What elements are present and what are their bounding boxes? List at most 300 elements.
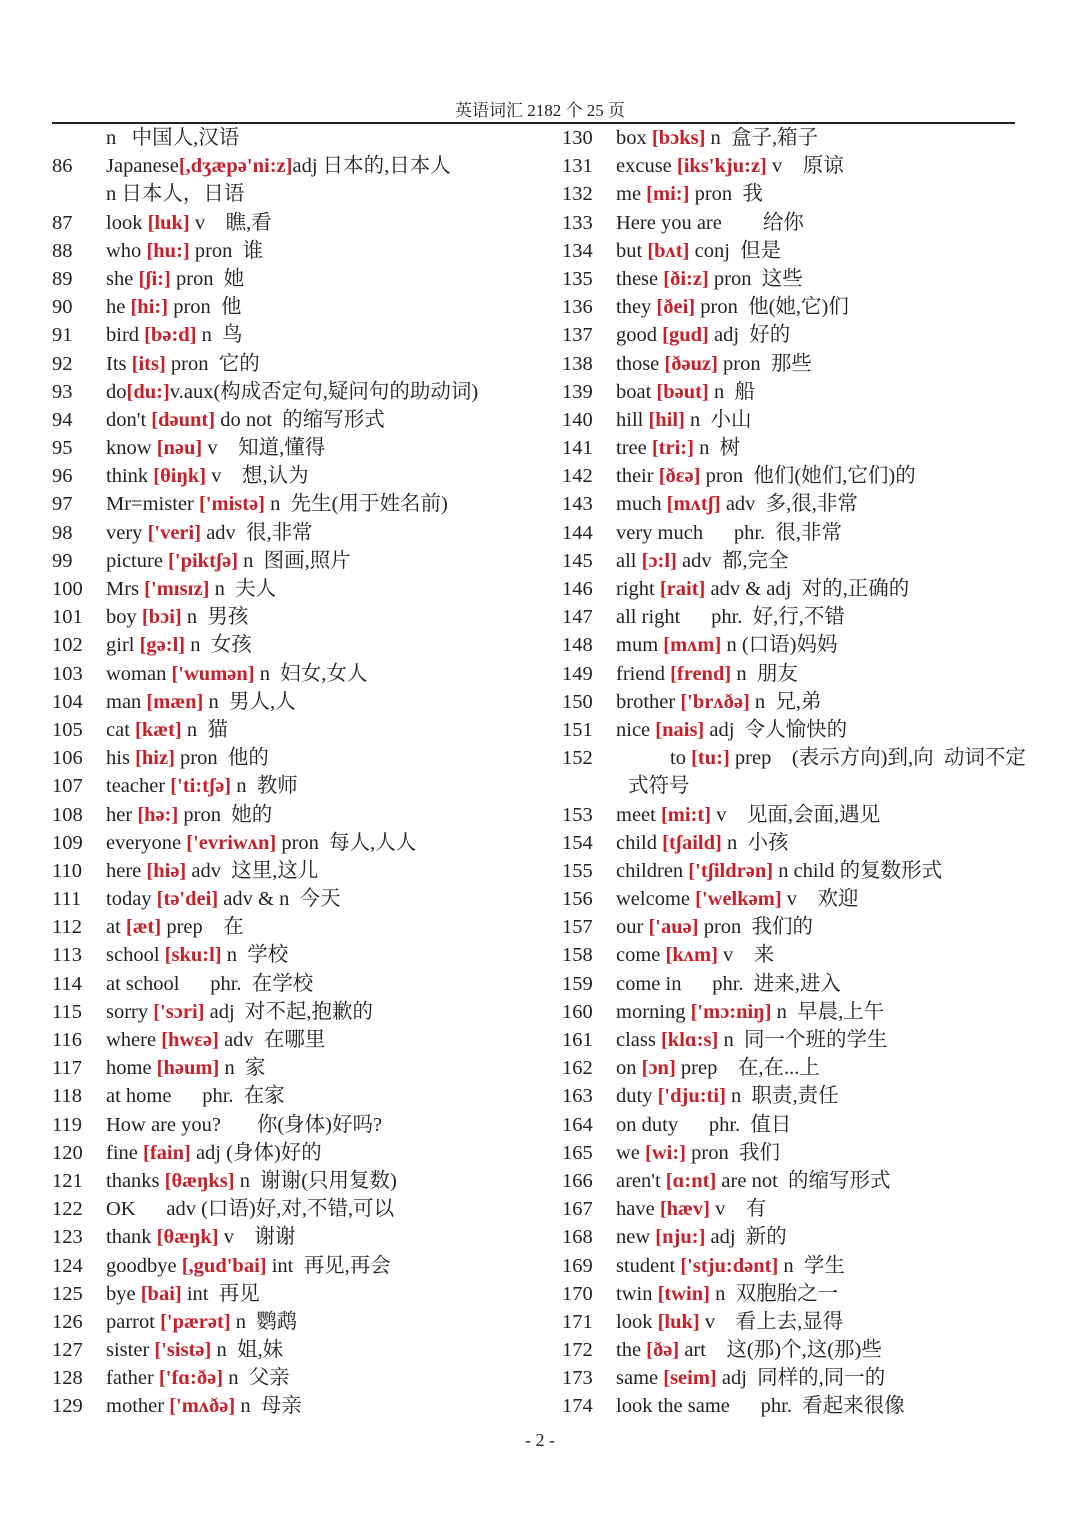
entry-definition: n 鸟 (196, 324, 243, 347)
vocab-entry (562, 180, 1022, 208)
entry-word: to (670, 747, 692, 770)
entry-number: 167 (562, 1198, 593, 1221)
entry-phonetic: [θæŋks] (164, 1169, 235, 1192)
entry-definition: pron 谁 (189, 239, 264, 262)
entry-number: 133 (562, 211, 593, 234)
vocab-entry (562, 631, 1022, 659)
entry-body (616, 857, 942, 885)
entry-definition: n 夫人 (209, 578, 277, 600)
entry-definition: n 盒子,箱子 (705, 127, 819, 149)
entry-phonetic: [ʃi:] (138, 267, 171, 290)
vocab-entry (562, 490, 1022, 518)
entry-body (106, 547, 351, 575)
entry-definition: n 鹦鹉 (230, 1310, 298, 1333)
entry-body (616, 1054, 820, 1082)
entry-body (616, 1026, 887, 1054)
vocab-entry (562, 434, 1022, 462)
entry-word: at home (106, 1085, 172, 1108)
entry-body (106, 772, 298, 800)
entry-number: 123 (52, 1226, 83, 1249)
entry-word: friend (616, 662, 671, 685)
entry-phonetic: [luk] (657, 1310, 700, 1333)
entry-number: 164 (562, 1113, 593, 1136)
entry-word: on duty (616, 1113, 679, 1136)
vocab-entry (52, 490, 542, 518)
entry-definition: art 这(那)个,这(那)些 (679, 1339, 882, 1362)
entry-number: 94 (52, 408, 73, 431)
entry-number: 98 (52, 521, 73, 544)
entry-word: all (616, 549, 642, 572)
entry-number: 86 (52, 155, 73, 178)
entry-number: 103 (52, 662, 83, 685)
entry-definition: n 同一个班的学生 (718, 1029, 888, 1052)
entry-phonetic: [hæv] (659, 1198, 710, 1221)
entry-number: 157 (562, 916, 593, 939)
vocab-entry (52, 237, 542, 265)
vocab-entry (562, 406, 1022, 434)
entry-definition: pron 她 (170, 267, 245, 290)
entry-number: 154 (562, 831, 593, 854)
vocab-entry (562, 688, 1022, 716)
entry-body (106, 1336, 283, 1364)
entry-word: look (106, 211, 148, 234)
entry-word: How are you? (106, 1113, 221, 1136)
vocab-entry (52, 1082, 542, 1110)
entry-definition: n 猫 (181, 718, 228, 741)
entry-definition: n 图画,照片 (238, 549, 351, 572)
vocab-entry (562, 829, 1022, 857)
vocab-entry (52, 406, 542, 434)
vocab-entry (562, 998, 1022, 1026)
vocab-entry (562, 209, 1022, 237)
page-number: - 2 - (525, 1430, 555, 1450)
entry-phonetic: ['mɔ:niŋ] (690, 1000, 772, 1023)
entry-word: woman (106, 662, 172, 685)
vocab-entry (52, 378, 542, 406)
entry-body (616, 998, 884, 1026)
entry-number: 163 (562, 1085, 593, 1108)
entry-phonetic: [mʌm] (663, 634, 722, 657)
entry-number: 135 (562, 267, 593, 290)
entry-number: 97 (52, 493, 73, 516)
entry-number: 106 (52, 747, 83, 770)
entry-number: 147 (562, 606, 593, 629)
entry-phonetic: [tu:] (691, 747, 730, 770)
entry-number: 108 (52, 803, 83, 826)
entry-number: 122 (52, 1198, 83, 1221)
entry-definition: n 男人,人 (203, 690, 296, 713)
vocab-entry (52, 998, 542, 1026)
vocab-entry (52, 1111, 542, 1139)
entry-number: 138 (562, 352, 593, 375)
entry-body (616, 1082, 839, 1110)
entry-number: 126 (52, 1310, 83, 1333)
entry-body (106, 1054, 265, 1082)
entry-word: her (106, 803, 138, 826)
entry-phonetic: [gud] (662, 324, 709, 347)
vocab-entry (562, 941, 1022, 969)
entry-word: boy (106, 606, 142, 629)
vocab-entry (52, 293, 542, 321)
entry-number: 132 (562, 183, 593, 206)
entry-body (106, 1195, 394, 1223)
entry-word: fine (106, 1141, 143, 1164)
vocab-entry (52, 716, 542, 744)
entry-definition: pron 我们的 (698, 916, 814, 939)
entry-body (616, 885, 859, 913)
entry-body (106, 519, 313, 547)
entry-number: 141 (562, 437, 593, 460)
vocab-entry (562, 1308, 1022, 1336)
entry-word: those (616, 352, 665, 375)
entry-word: don't (106, 408, 152, 431)
entry-definition: n 女孩 (185, 634, 252, 657)
vocab-entry (52, 801, 542, 829)
vocab-entry (562, 1167, 1022, 1195)
entry-body (616, 378, 755, 406)
vocab-entry (52, 1167, 542, 1195)
entry-definition: n 学生 (778, 1254, 845, 1277)
entry-word: picture (106, 549, 169, 572)
entry-definition: int 再见,再会 (266, 1254, 391, 1277)
entry-definition: 给你 (721, 211, 804, 234)
entry-body (106, 1139, 322, 1167)
vocab-entry (562, 660, 1022, 688)
vocab-entry (52, 575, 542, 603)
entry-word: right (616, 578, 660, 600)
entry-word: their (616, 465, 659, 488)
entry-definition: adv 都,完全 (676, 549, 789, 572)
entry-word: bye (106, 1282, 141, 1305)
entry-phonetic: [rait] (659, 578, 706, 600)
entry-number: 105 (52, 718, 83, 741)
entry-body (616, 575, 909, 603)
vocab-entry (562, 1082, 1022, 1110)
entry-body (616, 490, 858, 518)
entry-phonetic: [iks'kju:z] (676, 155, 767, 178)
vocab-entry (52, 885, 542, 913)
entry-phonetic: [tri:] (651, 437, 694, 460)
entry-body (106, 941, 288, 969)
entry-word: home (106, 1057, 157, 1080)
entry-definition: prep 在 (161, 916, 244, 939)
entry-phonetic: [du:] (126, 380, 170, 403)
entry-definition: adv & adj 对的,正确的 (705, 578, 910, 600)
entry-definition: n 家 (219, 1057, 266, 1080)
entry-number: 101 (52, 606, 83, 629)
entry-word: sorry (106, 1000, 154, 1023)
entry-body (616, 350, 812, 378)
entry-body (616, 801, 880, 829)
vocab-entry (52, 519, 542, 547)
entry-body (616, 913, 813, 941)
entry-definition: pron 他的 (174, 747, 269, 770)
entry-word: here (106, 859, 147, 882)
entry-body (106, 603, 248, 631)
entry-body (106, 1223, 296, 1251)
entry-definition: adv 很,非常 (201, 521, 313, 544)
entry-number: 162 (562, 1057, 593, 1080)
entry-number: 170 (562, 1282, 593, 1305)
entry-number: 99 (52, 549, 73, 572)
vocab-entry (52, 1195, 542, 1223)
vocab-entry (52, 1026, 542, 1054)
entry-definition: n (口语)妈妈 (721, 634, 838, 657)
entry-definition: phr. 在家 (171, 1085, 285, 1108)
entry-definition: conj 但是 (689, 239, 782, 262)
entry-body (616, 406, 752, 434)
entry-number: 131 (562, 155, 593, 178)
entry-number: 87 (52, 211, 73, 234)
vocab-entry (562, 378, 1022, 406)
entry-number: 96 (52, 465, 73, 488)
vocab-entry (52, 913, 542, 941)
entry-phonetic: ['stju:dənt] (680, 1254, 779, 1277)
vocab-entry (52, 631, 542, 659)
entry-body (616, 152, 844, 180)
entry-definition: phr. 很,非常 (703, 521, 843, 544)
entry-phonetic: [mi:] (646, 183, 690, 206)
entry-body (106, 1082, 285, 1110)
entry-body (106, 1364, 290, 1392)
entry-definition: pron 她的 (178, 803, 273, 826)
entry-phonetic: [bəut] (656, 380, 709, 403)
entry-body (616, 1308, 843, 1336)
entry-word: where (106, 1029, 162, 1051)
entry-phonetic: [bai] (140, 1282, 182, 1305)
entry-phonetic: [,gud'bai] (181, 1254, 267, 1277)
vocab-entry (52, 350, 542, 378)
entry-number: 151 (562, 718, 593, 741)
entry-body (616, 265, 803, 293)
entry-number: 161 (562, 1029, 593, 1052)
vocab-entry (562, 970, 1022, 998)
entry-body (106, 829, 416, 857)
entry-phonetic: [θiŋk] (153, 465, 207, 488)
vocab-entry (562, 547, 1022, 575)
entry-word: same (616, 1367, 664, 1390)
entry-number: 121 (52, 1169, 83, 1192)
entry-definition: n 父亲 (223, 1367, 290, 1390)
vocab-entry (562, 885, 1022, 913)
entry-definition: 你(身体)好吗? (220, 1113, 383, 1136)
vocab-column-left (52, 124, 542, 1421)
entry-word: come (616, 944, 666, 967)
entry-definition: v 见面,会面,遇见 (711, 803, 881, 826)
vocab-entry (52, 1364, 542, 1392)
vocab-entry (52, 688, 542, 716)
entry-body (616, 462, 916, 490)
vocab-entry (52, 1054, 542, 1082)
entry-number: 112 (52, 916, 82, 939)
vocab-entry (52, 321, 542, 349)
entry-definition: are not 的缩写形式 (716, 1169, 891, 1192)
entry-body (616, 209, 804, 237)
entry-phonetic: [kʌm] (665, 944, 718, 967)
entry-word: brother (616, 690, 681, 713)
page-header-title: 英语词汇 2182 个 25 页 (455, 101, 625, 120)
entry-number: 165 (562, 1141, 593, 1164)
entry-phonetic: [ðəuz] (664, 352, 718, 375)
entry-word: new (616, 1226, 656, 1249)
entry-definition: n 小山 (684, 408, 752, 431)
vocab-entry (52, 1280, 542, 1308)
entry-definition: phr. 值日 (678, 1113, 792, 1136)
entry-number: 90 (52, 296, 73, 319)
entry-definition: n 先生(用于姓名前) (265, 493, 448, 516)
vocab-entry (562, 1223, 1022, 1251)
entry-word: on (616, 1057, 642, 1080)
entry-number: 137 (562, 324, 593, 347)
entry-definition: n 谢谢(只用复数) (234, 1169, 397, 1192)
entry-phonetic: [gə:l] (139, 634, 186, 657)
entry-number: 150 (562, 690, 593, 713)
entry-body (106, 434, 325, 462)
entry-phonetic: [nəu] (156, 437, 203, 460)
entry-number: 166 (562, 1169, 593, 1192)
entry-definition: prep 在,在...上 (675, 1057, 820, 1080)
entry-word: he (106, 296, 131, 319)
entry-phonetic: [hiz] (135, 747, 175, 770)
entry-body (106, 350, 260, 378)
entry-word: box (616, 127, 652, 149)
entry-phonetic: ['sɔri] (153, 1000, 205, 1023)
entry-phonetic: [dəunt] (151, 408, 216, 431)
entry-word: Mrs (106, 578, 145, 600)
entry-body (106, 913, 244, 941)
entry-definition: pron 我 (689, 183, 763, 206)
entry-phonetic: [hiə] (146, 859, 187, 882)
entry-body (106, 462, 309, 490)
vocab-entry (562, 519, 1022, 547)
entry-word: the (616, 1339, 647, 1362)
entry-word: they (616, 296, 657, 319)
entry-phonetic: [tə'dei] (156, 888, 219, 911)
entry-body (616, 1364, 885, 1392)
vocab-entry (52, 1223, 542, 1251)
entry-number: 159 (562, 972, 593, 995)
entry-word: at school (106, 972, 180, 995)
entry-definition: n 朋友 (731, 662, 798, 685)
entry-word: Here you are (616, 211, 722, 234)
entry-definition: int 再见 (181, 1282, 260, 1305)
entry-word: meet (616, 803, 661, 826)
entry-body (616, 1392, 905, 1420)
vocab-entry (52, 209, 542, 237)
entry-body (616, 293, 849, 321)
entry-word: hill (616, 408, 649, 431)
entry-phonetic: [θæŋk] (156, 1226, 219, 1249)
entry-word: girl (106, 634, 140, 657)
entry-definition: pron 它的 (165, 352, 260, 375)
entry-phonetic: [hil] (648, 408, 685, 431)
entry-number: 113 (52, 944, 82, 967)
entry-number: 145 (562, 549, 593, 572)
entry-phonetic: [sku:l] (164, 944, 222, 967)
entry-number: 143 (562, 493, 593, 516)
entry-phonetic: [ðei] (656, 296, 696, 319)
vocab-entry (562, 1336, 1022, 1364)
vocab-entry (52, 603, 542, 631)
entry-number: 107 (52, 775, 83, 798)
entry-definition: adv & n 今天 (218, 888, 341, 911)
entry-word: these (616, 267, 664, 290)
vocab-entry (562, 293, 1022, 321)
entry-phonetic: [frend] (670, 662, 732, 685)
entry-phonetic: [luk] (147, 211, 190, 234)
entry-number: 134 (562, 239, 593, 262)
entry-body (106, 293, 242, 321)
entry-word: aren't (616, 1169, 666, 1192)
vocab-entry (52, 744, 542, 772)
entry-phonetic: [hu:] (146, 239, 190, 262)
entry-definition: adv (口语)好,对,不错,可以 (135, 1198, 395, 1221)
entry-body (106, 321, 243, 349)
entry-body (106, 209, 272, 237)
entry-definition: pron 他们(她们,它们)的 (700, 465, 916, 488)
entry-body (616, 1139, 780, 1167)
entry-word: school (106, 944, 165, 967)
vocab-entry (562, 152, 1022, 180)
entry-body (616, 180, 763, 208)
entry-number: 116 (52, 1029, 82, 1051)
entry-definition: n 母亲 (235, 1395, 302, 1418)
entry-body (106, 124, 239, 152)
entry-word: excuse (616, 155, 677, 178)
entry-number: 110 (52, 859, 82, 882)
entry-definition: phr. 看起来很像 (729, 1395, 905, 1418)
entry-word: bird (106, 324, 145, 347)
entry-body (106, 857, 318, 885)
entry-phonetic: [ɔn] (641, 1057, 676, 1080)
entry-phonetic: ['sistə] (154, 1339, 212, 1362)
entry-definition: n 兄,弟 (749, 690, 822, 713)
entry-phonetic: [ði:z] (663, 267, 709, 290)
entry-body (616, 941, 774, 969)
vocab-entry (52, 1308, 542, 1336)
entry-number: 100 (52, 578, 83, 600)
entry-number: 174 (562, 1395, 593, 1418)
entry-definition: pron 那些 (717, 352, 812, 375)
entry-body (106, 1308, 297, 1336)
entry-word: father (106, 1367, 159, 1390)
entry-number: 117 (52, 1057, 82, 1080)
vocab-entry (52, 180, 542, 208)
entry-body (106, 406, 385, 434)
entry-body (616, 660, 798, 688)
entry-number: 173 (562, 1367, 593, 1390)
entry-body (616, 1252, 845, 1280)
vocab-column-right (562, 124, 1026, 1421)
entry-body (106, 1026, 325, 1054)
entry-body (106, 885, 341, 913)
entry-body (616, 1195, 766, 1223)
entry-word: thank (106, 1226, 157, 1249)
entry-number: 146 (562, 578, 593, 600)
entry-phonetic: ['auə] (648, 916, 699, 939)
entry-phonetic: [tʃaild] (662, 831, 722, 854)
entry-number: 95 (52, 437, 73, 460)
vocab-entry (562, 857, 1022, 885)
entry-number: 88 (52, 239, 73, 262)
entry-word: come in (616, 972, 682, 995)
entry-body (106, 378, 478, 406)
entry-number: 139 (562, 380, 593, 403)
entry-phonetic: ['brʌðə] (680, 690, 750, 713)
entry-word: student (616, 1254, 681, 1277)
vocab-entry (52, 462, 542, 490)
vocab-entry (52, 970, 542, 998)
